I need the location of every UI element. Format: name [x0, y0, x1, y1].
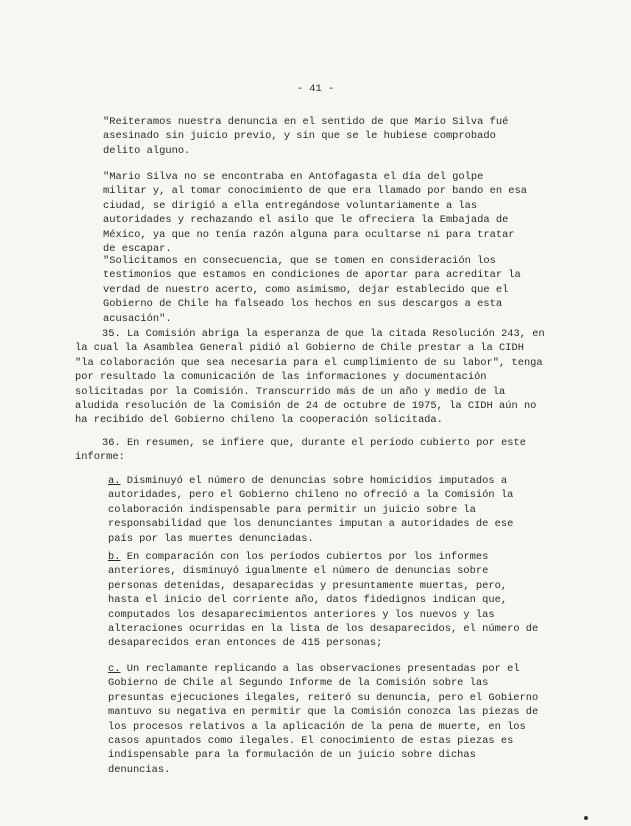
quote-block — [103, 115, 528, 158]
item-text: Un reclamante replicando a las observaciones presentadas por el Gobierno de Chile al Segundo Informe de la Comisión sobre las presuntas ejecuciones ilegales, reiteró su denuncia, pero el Gobierno mantuvo su negativa en permitir que la Comisión conozca las piezas de los procesos relativos a la aplicación de la pena de muerte, en los casos apuntados como ilegales. El conocimiento de estas piezas es indispensable para la formulación de un juicio sobre dichas denuncias. — [108, 663, 545, 776]
list-item — [108, 550, 545, 651]
quote-block — [103, 254, 528, 326]
paragraph-text: 36. En resumen, se infiere que, durante el período cubierto por este informe: — [75, 437, 533, 464]
quote-paragraph: "Reiteramos nuestra denuncia en el sentido de que Mario Silva fué asesinado sin juicio previo, y sin que se le hubiese comprobado delito alguno. — [103, 116, 515, 157]
item-label: a. — [108, 475, 121, 487]
quote-paragraph: "Solicitamos en consecuencia, que se tomen en consideración los testimonios que estamos en condiciones de aportar para acreditar la verdad de nuestro acerto, como asimismo, dejar establecido que el Gobierno de Chile ha falseado los hechos en sus descargos a esta acusación". — [103, 255, 528, 325]
item-text: Disminuyó el número de denuncias sobre homicidios imputados a autoridades, pero el Gobierno chileno no ofreció a la Comisión la colaboración indispensable para permitir un juicio sobre la responsabilidad que los denunciantes imputan a autoridades de ese país por las muertes denunciadas. — [108, 475, 520, 545]
ink-speck — [584, 816, 588, 820]
page-number: - 41 - — [296, 83, 335, 95]
list-item — [108, 474, 540, 546]
item-text: En comparación con los períodos cubiertos por los informes anteriores, disminuyó igualmente el número de denuncias sobre personas detenidas, desaparecidas y presuntamente muertas, pero, hasta el inicio del corriente año, datos fidedignos indican que, computados los desaparecimientos anteriores y los nuevos y las alteraciones ocurridas en la lista de los desaparecidos, el número de desaparecidos eran entonces de 415 personas; — [108, 551, 545, 650]
list-item — [108, 662, 545, 777]
paragraph-text: 35. La Comisión abriga la esperanza de que la citada Resolución 243, en la cual la Asamblea General pidió al Gobierno de Chile prestar a la CIDH "la colaboración que sea necesaria para el cumplimiento de su labor", tenga por resultado la comunicación de las informaciones y documentación solicitadas por la Comisión. Transcurrido más de un año y medio de la aludida resolución de la Comisión de 24 de octubre de 1975, la CIDH aún no ha recibido del Gobierno chileno la cooperación solicitada. — [75, 328, 551, 427]
paragraph-36 — [75, 436, 545, 465]
item-label: b. — [108, 551, 121, 563]
paragraph-35 — [75, 327, 551, 428]
item-label: c. — [108, 663, 121, 675]
quote-block — [103, 170, 534, 256]
quote-paragraph: "Mario Silva no se encontraba en Antofagasta el día del golpe militar y, al tomar conocimiento de que era llamado por bando en esa ciudad, se dirigió a ella entregándose voluntariamente a las autoridades y rechazando el asilo que le ofreciera la Embajada de México, ya que no tenía razón alguna para ocultarse ni para tratar de escapar. — [103, 171, 534, 256]
